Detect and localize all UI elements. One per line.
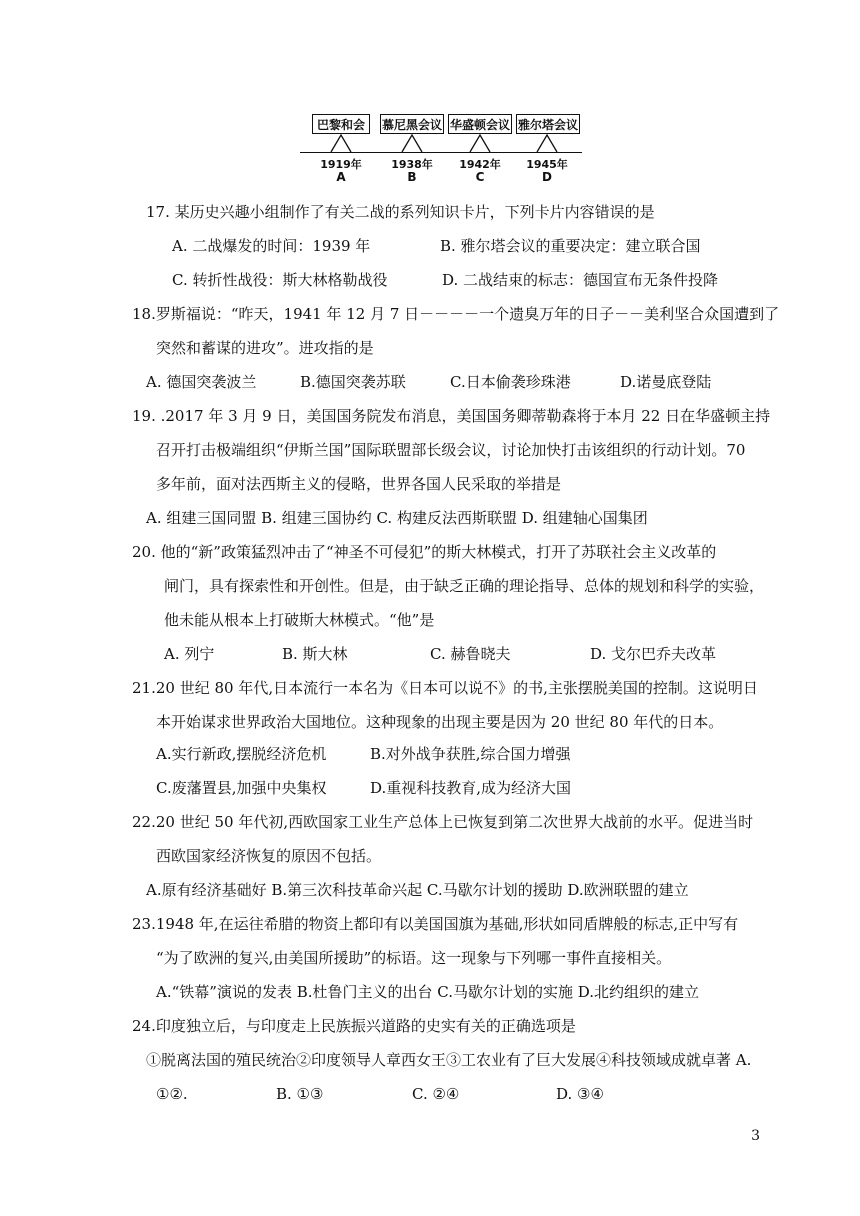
q21-option-d: D.重视科技教育,成为经济大国 [370,779,572,797]
q17-option-b: B. 雅尔塔会议的重要决定：建立联合国 [440,237,701,255]
q19-options: A. 组建三国同盟 B. 组建三国协约 C. 构建反法西斯联盟 D. 组建轴心国集团 [146,509,648,527]
q24-option-a: ①②. [156,1085,188,1103]
q18-stem-line2: 突然和蓄谋的进攻”。进攻指的是 [156,339,374,357]
q18-option-a: A. 德国突袭波兰 [146,373,257,391]
q17-option-d: D. 二战结束的标志：德国宣布无条件投降 [442,271,719,289]
q19-stem-line3: 多年前，面对法西斯主义的侵略，世界各国人民采取的举措是 [156,475,562,493]
q21-stem-line2: 本开始谋求世界政治大国地位。这种现象的出现主要是因为 20 世纪 80 年代的日本。 [156,713,724,731]
q20-stem-line2: 闸门，具有探索性和开创性。但是，由于缺乏正确的理论指导、总体的规划和科学的实验， [164,577,765,595]
q22-stem-line2: 西欧国家经济恢复的原因不包括。 [156,847,382,865]
q20-option-c: C. 赫鲁晓夫 [430,645,511,663]
timeline-marker-c [469,134,491,153]
timeline-year-b: 1938年 [391,158,433,171]
q18-option-b: B.德国突袭苏联 [300,373,406,391]
q21-option-b: B.对外战争获胜,综合国力增强 [370,745,571,763]
q17-option-c: C. 转折性战役：斯大林格勒战役 [172,271,388,289]
q21-stem-line1: 21.20 世纪 80 年代,日本流行一本名为《日本可以说不》的书,主张摆脱美国的控制。这说明日 [132,679,758,697]
timeline-letter-d: D [542,170,552,184]
timeline-marker-b [401,134,423,153]
timeline-figure [300,108,590,188]
timeline-year-a: 1919年 [320,158,362,171]
timeline-event-washington: 华盛顿会议 [448,114,512,134]
timeline-event-paris: 巴黎和会 [312,114,370,134]
q22-stem-line1: 22.20 世纪 50 年代初,西欧国家工业生产总体上已恢复到第二次世界大战前的水平。促进当时 [132,813,754,831]
page-number: 3 [751,1128,760,1144]
q18-stem-line1: 18.罗斯福说：“昨天，1941 年 12 月 7 日－－－－一个遗臭万年的日子－－美利坚合众国遭到了 [132,305,780,323]
q19-stem-line2: 召开打击极端组织“伊斯兰国”国际联盟部长级会议，讨论加快打击该组织的行动计划。70 [156,441,746,459]
timeline-marker-d [536,134,558,153]
q23-stem-line2: “为了欧洲的复兴,由美国所援助”的标语。这一现象与下列哪一事件直接相关。 [156,949,672,967]
q18-option-c: C.日本偷袭珍珠港 [450,373,571,391]
q18-option-d: D.诺曼底登陆 [620,373,712,391]
q17-option-a: A. 二战爆发的时间：1939 年 [172,237,371,255]
q24-stem-line1: 24.印度独立后，与印度走上民族振兴道路的史实有关的正确选项是 [132,1017,576,1035]
timeline-event-munich: 慕尼黑会议 [380,114,444,134]
q20-option-a: A. 列宁 [164,645,215,663]
q24-option-c: C. ②④ [412,1085,460,1103]
timeline-marker-a [330,134,352,153]
timeline-year-c: 1942年 [459,158,501,171]
timeline-axis [300,152,582,153]
q24-option-b: B. ①③ [276,1085,324,1103]
timeline-letter-b: B [407,170,417,184]
q24-option-d: D. ③④ [556,1085,604,1103]
q19-stem-line1: 19. .2017 年 3 月 9 日，美国国务院发布消息，美国国务卿蒂勒森将于本月 22 日在华盛顿主持 [132,407,771,425]
q22-options: A.原有经济基础好 B.第三次科技革命兴起 C.马歇尔计划的援助 D.欧洲联盟的建立 [146,881,689,899]
q17-stem: 17. 某历史兴趣小组制作了有关二战的系列知识卡片，下列卡片内容错误的是 [146,203,655,221]
q20-stem-line1: 20. 他的“新”政策猛烈冲击了“神圣不可侵犯”的斯大林模式，打开了苏联社会主义改革的 [132,543,717,561]
timeline-year-d: 1945年 [526,158,568,171]
q20-option-b: B. 斯大林 [282,645,348,663]
q20-stem-line3: 他未能从根本上打破斯大林模式。“他”是 [164,611,435,629]
q24-stem-line2: ①脱离法国的殖民统治②印度领导人章西女王③工农业有了巨大发展④科技领域成就卓著 A. [146,1051,752,1069]
q21-option-a: A.实行新政,摆脱经济危机 [156,745,327,763]
timeline-letter-c: C [475,170,485,184]
q20-option-d: D. 戈尔巴乔夫改革 [590,645,717,663]
q23-options: A.“铁幕”演说的发表 B.杜鲁门主义的出台 C.马歇尔计划的实施 D.北约组织的建立 [156,983,700,1001]
timeline-letter-a: A [336,170,346,184]
q23-stem-line1: 23.1948 年,在运往希腊的物资上都印有以美国国旗为基础,形状如同盾牌般的标志,正中写有 [132,915,739,933]
timeline-event-yalta: 雅尔塔会议 [516,114,580,134]
q21-option-c: C.废藩置县,加强中央集权 [156,779,327,797]
